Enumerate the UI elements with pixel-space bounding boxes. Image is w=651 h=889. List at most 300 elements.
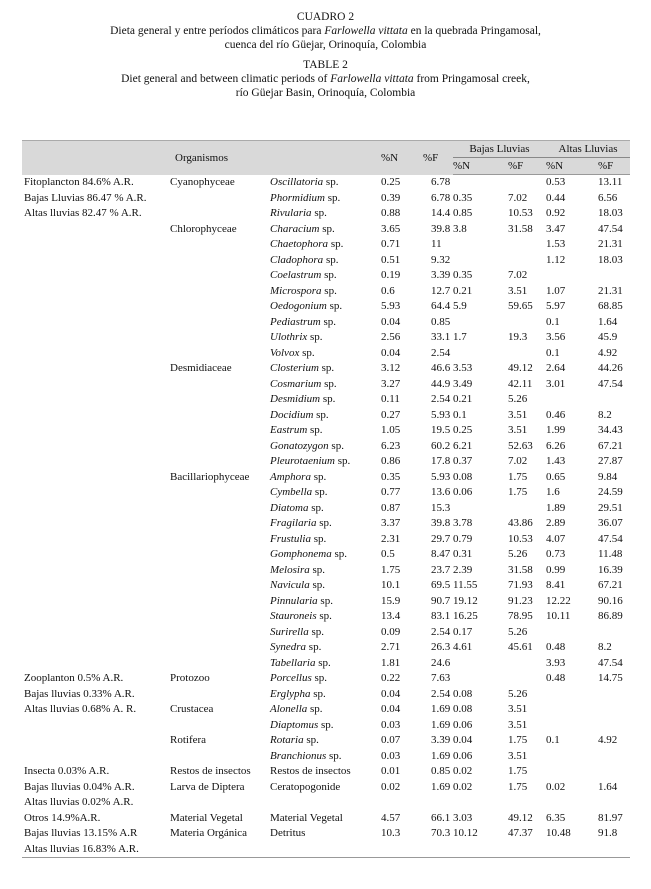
pct-n: 2.56 xyxy=(381,331,401,343)
class-label xyxy=(170,237,270,253)
class-label xyxy=(170,330,270,346)
class-label xyxy=(170,284,270,300)
genus-name: Chaetophora xyxy=(270,238,329,250)
bajas-n: 0.21 xyxy=(453,393,473,405)
table-row xyxy=(22,811,630,827)
pct-f: 8.47 xyxy=(431,548,451,560)
bajas-f: 5.26 xyxy=(508,393,528,405)
class-label: Desmidiaceae xyxy=(170,362,232,374)
altas-f: 86.89 xyxy=(598,610,623,622)
altas-n xyxy=(546,392,590,408)
pct-n: 0.51 xyxy=(381,253,401,266)
group-label: Altas lluvias 0.68% A. R. xyxy=(24,703,137,715)
bajas-f: 91.23 xyxy=(508,594,533,607)
bajas-f: 3.51 xyxy=(508,408,528,421)
table-row xyxy=(22,826,630,842)
class-label xyxy=(170,547,270,563)
table-title: TABLE 2 xyxy=(303,59,348,71)
genus-name: Synedra xyxy=(270,641,307,653)
species-suffix: sp. xyxy=(308,625,324,638)
altas-n: 0.1 xyxy=(546,734,560,746)
pct-f: 19.5 xyxy=(431,424,451,436)
altas-f: 91.8 xyxy=(598,827,618,839)
altas-f: 16.39 xyxy=(598,563,623,576)
species-suffix: sp. xyxy=(318,718,334,731)
altas-n: 1.53 xyxy=(546,238,566,250)
class-label xyxy=(170,532,270,548)
altas-n: 0.48 xyxy=(546,672,566,684)
altas-n: 0.1 xyxy=(546,346,560,359)
pct-f: 11 xyxy=(431,238,442,250)
species-cell xyxy=(270,811,381,827)
table-row xyxy=(22,470,630,486)
pct-n: 0.07 xyxy=(381,734,401,746)
header-altas-n: %N xyxy=(546,158,590,175)
genus-name: Microspora xyxy=(270,284,322,297)
altas-n xyxy=(546,842,590,858)
bajas-n xyxy=(453,795,500,811)
species-suffix: sp. xyxy=(321,284,337,297)
genus-name: Pinnularia xyxy=(270,594,318,607)
bajas-f: 71.93 xyxy=(508,579,533,591)
bajas-f xyxy=(500,315,546,331)
bajas-n: 11.55 xyxy=(453,579,478,591)
header-altas-lluvias: Altas Lluvias xyxy=(546,141,630,158)
altas-f: 4.92 xyxy=(598,734,618,746)
altas-f: 47.54 xyxy=(598,377,623,390)
table-line-1: Diet general and between climatic periods of Farlowella vittata from Pringamosal creek, xyxy=(121,73,530,85)
pct-n xyxy=(381,795,423,811)
genus-name: Characium xyxy=(270,222,320,235)
table-row xyxy=(22,718,630,734)
altas-f: 18.03 xyxy=(598,207,623,219)
bajas-n: 3.53 xyxy=(453,362,473,374)
pct-f: 83.1 xyxy=(431,610,451,622)
bajas-f: 10.53 xyxy=(508,532,533,545)
table-row xyxy=(22,237,630,253)
pct-f: 70.3 xyxy=(431,827,451,839)
bajas-f: 3.51 xyxy=(508,424,528,436)
bajas-n xyxy=(453,656,500,672)
pct-n: 0.5 xyxy=(381,548,395,560)
pct-n: 6.23 xyxy=(381,439,401,452)
group-label xyxy=(22,423,170,439)
genus-name: Melosira xyxy=(270,563,310,576)
genus-name: Cymbella xyxy=(270,486,313,498)
species-suffix: sp. xyxy=(311,672,328,684)
altas-f xyxy=(590,625,630,641)
group-label: Altas lluvias 82.47 % A.R. xyxy=(24,207,142,219)
group-label xyxy=(22,733,170,749)
header-altas-f: %F xyxy=(590,158,630,175)
altas-n: 0.1 xyxy=(546,315,560,328)
class-label: Larva de Diptera xyxy=(170,780,245,793)
species-cell xyxy=(270,330,381,346)
group-label xyxy=(22,222,170,238)
species-suffix: sp. xyxy=(316,517,332,529)
pct-n: 3.27 xyxy=(381,377,401,390)
group-label xyxy=(22,392,170,408)
class-label xyxy=(170,377,270,393)
group-label: Bajas lluvias 0.04% A.R. xyxy=(24,780,135,793)
species-suffix: sp. xyxy=(307,703,323,715)
pct-f: 39.8 xyxy=(431,222,451,235)
group-label: Altas lluvias 16.83% A.R. xyxy=(22,842,170,858)
altas-f: 6.56 xyxy=(598,191,618,204)
table-row xyxy=(22,780,630,796)
species-suffix: sp. xyxy=(306,641,322,653)
altas-n: 0.48 xyxy=(546,641,566,653)
altas-f: 68.85 xyxy=(598,300,623,312)
altas-n xyxy=(546,625,590,641)
bajas-n: 0.25 xyxy=(453,424,473,436)
group-label xyxy=(22,578,170,594)
class-label xyxy=(170,625,270,641)
pct-f: 29.7 xyxy=(431,532,451,545)
genus-name: Alonella xyxy=(270,703,308,715)
pct-n: 0.25 xyxy=(381,175,401,188)
group-label xyxy=(22,346,170,362)
altas-f: 36.07 xyxy=(598,517,623,529)
altas-n: 0.65 xyxy=(546,470,566,483)
table-row xyxy=(22,315,630,331)
pct-f: 39.8 xyxy=(431,517,451,529)
altas-n: 8.41 xyxy=(546,579,566,591)
genus-name: Fragilaria xyxy=(270,517,317,529)
class-label xyxy=(170,842,270,858)
species-cell xyxy=(270,377,381,393)
species-suffix: sp. xyxy=(320,393,336,405)
altas-f: 14.75 xyxy=(598,672,623,684)
genus-name: Cosmarium xyxy=(270,377,322,390)
table-row xyxy=(22,299,630,315)
table-line-2: río Güejar Basin, Orinoquía, Colombia xyxy=(235,87,416,99)
altas-n: 3.01 xyxy=(546,377,566,390)
altas-n: 1.6 xyxy=(546,486,560,498)
table-row xyxy=(22,206,630,222)
bajas-n: 19.12 xyxy=(453,594,478,607)
pct-n: 2.71 xyxy=(381,641,401,653)
bajas-f: 1.75 xyxy=(508,734,528,746)
table-row xyxy=(22,656,630,672)
pct-f: 6.78 xyxy=(431,175,451,188)
bajas-f: 1.75 xyxy=(508,486,528,498)
class-label xyxy=(170,687,270,703)
altas-f: 47.54 xyxy=(598,222,623,235)
altas-n: 10.48 xyxy=(546,827,571,839)
altas-n: 12.22 xyxy=(546,594,571,607)
pct-f: 2.54 xyxy=(431,346,451,359)
altas-n xyxy=(546,749,590,765)
class-label: Rotifera xyxy=(170,734,207,746)
table-row xyxy=(22,594,630,610)
altas-f: 1.64 xyxy=(598,780,618,793)
table-body xyxy=(22,175,630,858)
species-suffix: sp. xyxy=(318,362,335,374)
cuadro-line-2: cuenca del río Güejar, Orinoquía, Colombia xyxy=(224,39,427,51)
bajas-f: 3.51 xyxy=(508,284,528,297)
class-label xyxy=(170,640,270,656)
species-cell xyxy=(270,299,381,315)
species-cell xyxy=(270,191,381,207)
group-label xyxy=(22,454,170,470)
altas-f: 8.2 xyxy=(598,641,612,653)
genus-name: Cladophora xyxy=(270,253,324,266)
species-suffix: sp. xyxy=(328,439,344,452)
genus-name: Diatoma xyxy=(270,501,309,514)
species-suffix: sp. xyxy=(310,470,327,483)
genus-name: Desmidium xyxy=(270,393,321,405)
class-label xyxy=(170,439,270,455)
table-row xyxy=(22,702,630,718)
genus-name: Porcellus xyxy=(270,672,312,684)
genus-name: Eastrum xyxy=(270,424,308,436)
bajas-f: 7.02 xyxy=(508,269,528,281)
altas-n: 0.02 xyxy=(546,780,566,793)
bajas-n: 0.02 xyxy=(453,780,473,793)
genus-name: Closterium xyxy=(270,362,319,374)
pct-f: 23.7 xyxy=(431,563,451,576)
altas-f: 8.2 xyxy=(598,408,612,421)
bajas-n: 0.08 xyxy=(453,470,473,483)
group-label xyxy=(22,594,170,610)
species-suffix: sp. xyxy=(313,408,329,421)
genus-name: Phormidium xyxy=(270,191,325,204)
class-label xyxy=(170,609,270,625)
species-suffix: Detritus xyxy=(270,827,306,839)
pct-f xyxy=(423,842,453,858)
altas-n: 1.99 xyxy=(546,424,566,436)
species-suffix: sp. xyxy=(316,610,332,622)
species-cell xyxy=(270,361,381,377)
bajas-n: 4.61 xyxy=(453,641,473,653)
bajas-n: 0.04 xyxy=(453,734,473,746)
pct-n xyxy=(381,842,423,858)
group-label xyxy=(22,718,170,734)
table-row xyxy=(22,764,630,780)
table-row xyxy=(22,733,630,749)
bajas-n: 10.12 xyxy=(453,827,478,839)
altas-f: 90.16 xyxy=(598,594,623,607)
bajas-f: 5.26 xyxy=(508,548,528,560)
pct-f: 44.9 xyxy=(431,377,451,390)
table-row xyxy=(22,578,630,594)
altas-f xyxy=(590,392,630,408)
pct-f: 1.69 xyxy=(431,703,451,715)
pct-n: 0.04 xyxy=(381,315,401,328)
pct-f: 15.3 xyxy=(431,501,451,514)
pct-f: 6.78 xyxy=(431,191,451,204)
species-suffix: sp. xyxy=(310,532,327,545)
pct-n: 0.27 xyxy=(381,408,401,421)
bajas-f: 31.58 xyxy=(508,222,533,235)
species-suffix: sp. xyxy=(311,207,327,219)
species-suffix: sp. xyxy=(312,486,328,498)
pct-n: 3.37 xyxy=(381,517,401,529)
bajas-n: 0.37 xyxy=(453,455,473,467)
genus-name: Pleurotaenium xyxy=(270,455,335,467)
group-label xyxy=(22,284,170,300)
bajas-n: 3.78 xyxy=(453,517,473,529)
class-label xyxy=(170,578,270,594)
altas-f: 21.31 xyxy=(598,284,623,297)
altas-n: 1.07 xyxy=(546,284,566,297)
pct-n: 1.05 xyxy=(381,424,401,436)
bajas-f: 7.02 xyxy=(508,455,528,467)
altas-f: 47.54 xyxy=(598,656,623,669)
class-label xyxy=(170,408,270,424)
pct-f xyxy=(423,795,453,811)
bajas-n: 6.21 xyxy=(453,439,473,452)
bajas-n: 0.08 xyxy=(453,703,473,715)
species-cell xyxy=(270,547,381,563)
pct-n: 4.57 xyxy=(381,811,401,824)
class-label xyxy=(170,795,270,811)
group-label: Bajas lluvias 0.33% A.R. xyxy=(24,687,135,700)
group-label xyxy=(22,268,170,284)
genus-name: Coelastrum xyxy=(270,269,322,281)
table-row xyxy=(22,408,630,424)
pct-f: 0.85 xyxy=(431,315,451,328)
species-cell xyxy=(270,206,381,222)
bajas-n: 0.06 xyxy=(453,486,473,498)
pct-n: 3.65 xyxy=(381,222,401,235)
class-label xyxy=(170,392,270,408)
altas-f: 27.87 xyxy=(598,455,623,467)
altas-n xyxy=(546,687,590,703)
bajas-f: 1.75 xyxy=(508,765,528,777)
group-label xyxy=(22,749,170,765)
genus-name: Rivularia xyxy=(270,207,312,219)
bajas-f: 43.86 xyxy=(508,517,533,529)
diet-table xyxy=(22,140,630,858)
species-suffix: sp. xyxy=(309,579,325,591)
bajas-f: 1.75 xyxy=(508,780,528,793)
bajas-f: 1.75 xyxy=(508,470,528,483)
bajas-n: 1.7 xyxy=(453,331,467,343)
species-suffix: sp. xyxy=(320,315,337,328)
group-label xyxy=(22,253,170,269)
bajas-f xyxy=(500,237,546,253)
species-cell xyxy=(270,563,381,579)
altas-n: 6.26 xyxy=(546,439,566,452)
species-suffix: sp. xyxy=(308,501,324,514)
pct-f: 9.32 xyxy=(431,253,451,266)
pct-n: 0.04 xyxy=(381,346,401,359)
bajas-n xyxy=(453,175,500,191)
species-suffix: sp. xyxy=(334,455,351,467)
species-suffix: sp. xyxy=(303,734,319,746)
species-suffix: sp. xyxy=(326,300,343,312)
group-label xyxy=(22,485,170,501)
bajas-n: 0.06 xyxy=(453,718,473,731)
genus-name: Gomphonema xyxy=(270,548,332,560)
table-row xyxy=(22,423,630,439)
class-label: Protozoo xyxy=(170,672,210,684)
altas-f xyxy=(590,764,630,780)
bajas-n: 0.79 xyxy=(453,532,473,545)
species-cell xyxy=(270,795,381,811)
species-suffix: sp. xyxy=(317,594,333,607)
group-label xyxy=(22,361,170,377)
altas-f: 13.11 xyxy=(598,176,623,188)
class-label: Material Vegetal xyxy=(170,811,243,824)
pct-n: 0.04 xyxy=(381,687,401,700)
bajas-n xyxy=(453,671,500,687)
genus-name: Surirella xyxy=(270,625,309,638)
table-row xyxy=(22,346,630,362)
pct-n: 0.88 xyxy=(381,207,401,219)
bajas-f xyxy=(500,671,546,687)
altas-n: 1.43 xyxy=(546,455,566,467)
class-label xyxy=(170,191,270,207)
group-label xyxy=(22,516,170,532)
bajas-n: 0.08 xyxy=(453,687,473,700)
bajas-f xyxy=(500,175,546,191)
altas-n: 0.46 xyxy=(546,408,566,421)
bajas-f: 45.61 xyxy=(508,641,533,653)
bajas-f: 5.26 xyxy=(508,625,528,638)
class-label xyxy=(170,501,270,517)
pct-n: 0.03 xyxy=(381,749,401,762)
genus-name: Frustulia xyxy=(270,532,311,545)
species-suffix: sp. xyxy=(307,331,323,343)
altas-f xyxy=(590,842,630,858)
bajas-n: 2.39 xyxy=(453,563,473,576)
genus-name: Gonatozygon xyxy=(270,439,329,452)
genus-name: Diaptomus xyxy=(270,718,319,731)
pct-n: 0.09 xyxy=(381,625,401,638)
header-bajas-lluvias: Bajas Lluvias xyxy=(453,141,546,158)
species-suffix: sp. xyxy=(323,175,339,188)
group-label xyxy=(22,377,170,393)
species-cell xyxy=(270,687,381,703)
species-suffix: sp. xyxy=(319,222,335,235)
table-row xyxy=(22,516,630,532)
bajas-f xyxy=(500,346,546,362)
altas-f: 4.92 xyxy=(598,346,618,359)
species-suffix: Material Vegetal xyxy=(270,811,343,824)
species-cell xyxy=(270,237,381,253)
cuadro-line-1: Dieta general y entre períodos climáticos para Farlowella vittata en la quebrada Pringamosal, xyxy=(110,25,541,37)
pct-n: 0.86 xyxy=(381,455,401,467)
bajas-n: 0.35 xyxy=(453,191,473,204)
altas-f: 47.54 xyxy=(598,532,623,545)
bajas-f: 3.51 xyxy=(508,718,528,731)
genus-name: Stauroneis xyxy=(270,610,317,622)
altas-n xyxy=(546,718,590,734)
altas-n: 0.92 xyxy=(546,207,566,219)
pct-n: 1.81 xyxy=(381,656,401,669)
altas-f xyxy=(590,687,630,703)
pct-n: 0.87 xyxy=(381,501,401,514)
header-n: %N xyxy=(381,141,423,175)
table-row xyxy=(22,392,630,408)
species-suffix: sp. xyxy=(331,548,347,560)
species-cell xyxy=(270,392,381,408)
header-bajas-f: %F xyxy=(500,158,546,175)
species-cell xyxy=(270,501,381,517)
genus-name: Pediastrum xyxy=(270,315,321,328)
class-label xyxy=(170,656,270,672)
pct-n: 5.93 xyxy=(381,300,401,312)
species-suffix: sp. xyxy=(309,563,326,576)
group-label: Fitoplancton 84.6% A.R. xyxy=(24,175,134,188)
species-cell xyxy=(270,594,381,610)
cuadro-title: CUADRO 2 xyxy=(296,11,355,23)
bajas-f: 5.26 xyxy=(508,687,528,700)
table-row xyxy=(22,625,630,641)
